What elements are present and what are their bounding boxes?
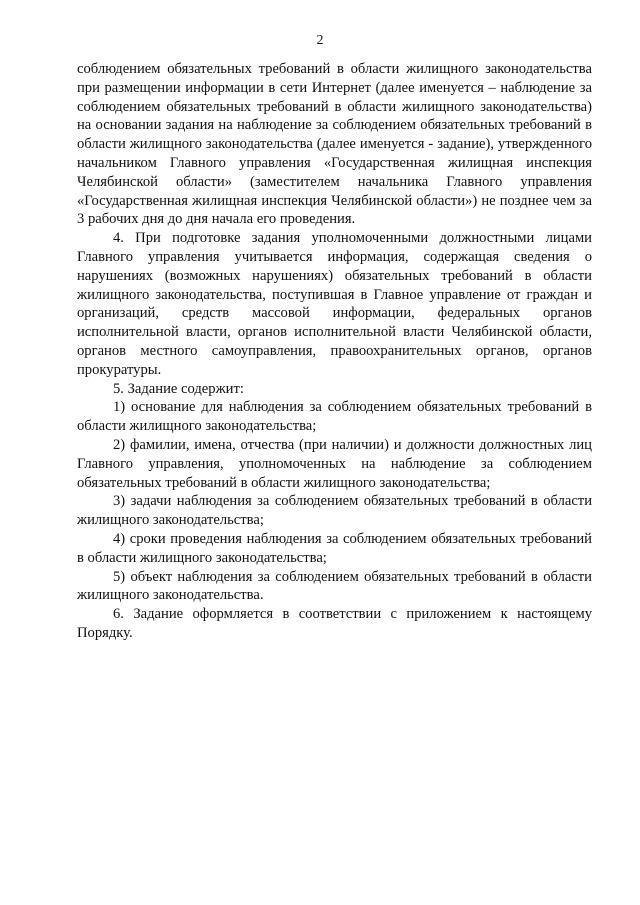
document-body [77, 60, 592, 643]
page-number: 2 [316, 33, 324, 48]
paragraph-continuation: соблюдением обязательных требований в области жилищного законодательства при размещении информации в сети Интернет (далее именуется – наблюдение за соблюдением обязательных требований в области жилищного законодательства) на основании задания на наблюдение за соблюдением обязательных требований в области жилищного законодательства (далее именуется - задание), утвержденного начальником Главного управления «Государственная жилищная инспекция Челябинской области» (заместителем начальника Главного управления «Государственная жилищная инспекция Челябинской области») не позднее чем за 3 рабочих дня до дня начала его проведения. [77, 61, 592, 228]
paragraph-item-6: 6. Задание оформляется в соответствии с приложением к настоящему Порядку. [77, 606, 592, 641]
paragraph-item-4: 4. При подготовке задания уполномоченными должностными лицами Главного управления учитывается информация, содержащая сведения о нарушениях (возможных нарушениях) обязательных требований в области жилищного законодательства, поступившая в Главное управление от граждан и организаций, средств массовой информации, федеральных органов исполнительной власти, органов исполнительной власти Челябинской области, органов местного самоуправления, правоохранительных органов, органов прокуратуры. [77, 230, 592, 378]
list-item-3: 3) задачи наблюдения за соблюдением обязательных требований в области жилищного законодательства; [77, 493, 592, 529]
list-item-4: 4) сроки проведения наблюдения за соблюдением обязательных требований в области жилищного законодательства; [77, 530, 592, 566]
list-item-1: 1) основание для наблюдения за соблюдением обязательных требований в области жилищного законодательства; [77, 399, 592, 435]
paragraph-item-5: 5. Задание содержит: [113, 380, 244, 397]
list-item-5: 5) объект наблюдения за соблюдением обязательных требований в области жилищного законодательства. [77, 568, 592, 604]
list-item-2: 2) фамилии, имена, отчества (при наличии) и должности должностных лиц Главного управления, уполномоченных на наблюдение за соблюдением обязательных требований в области жилищного законодательства; [77, 436, 592, 491]
